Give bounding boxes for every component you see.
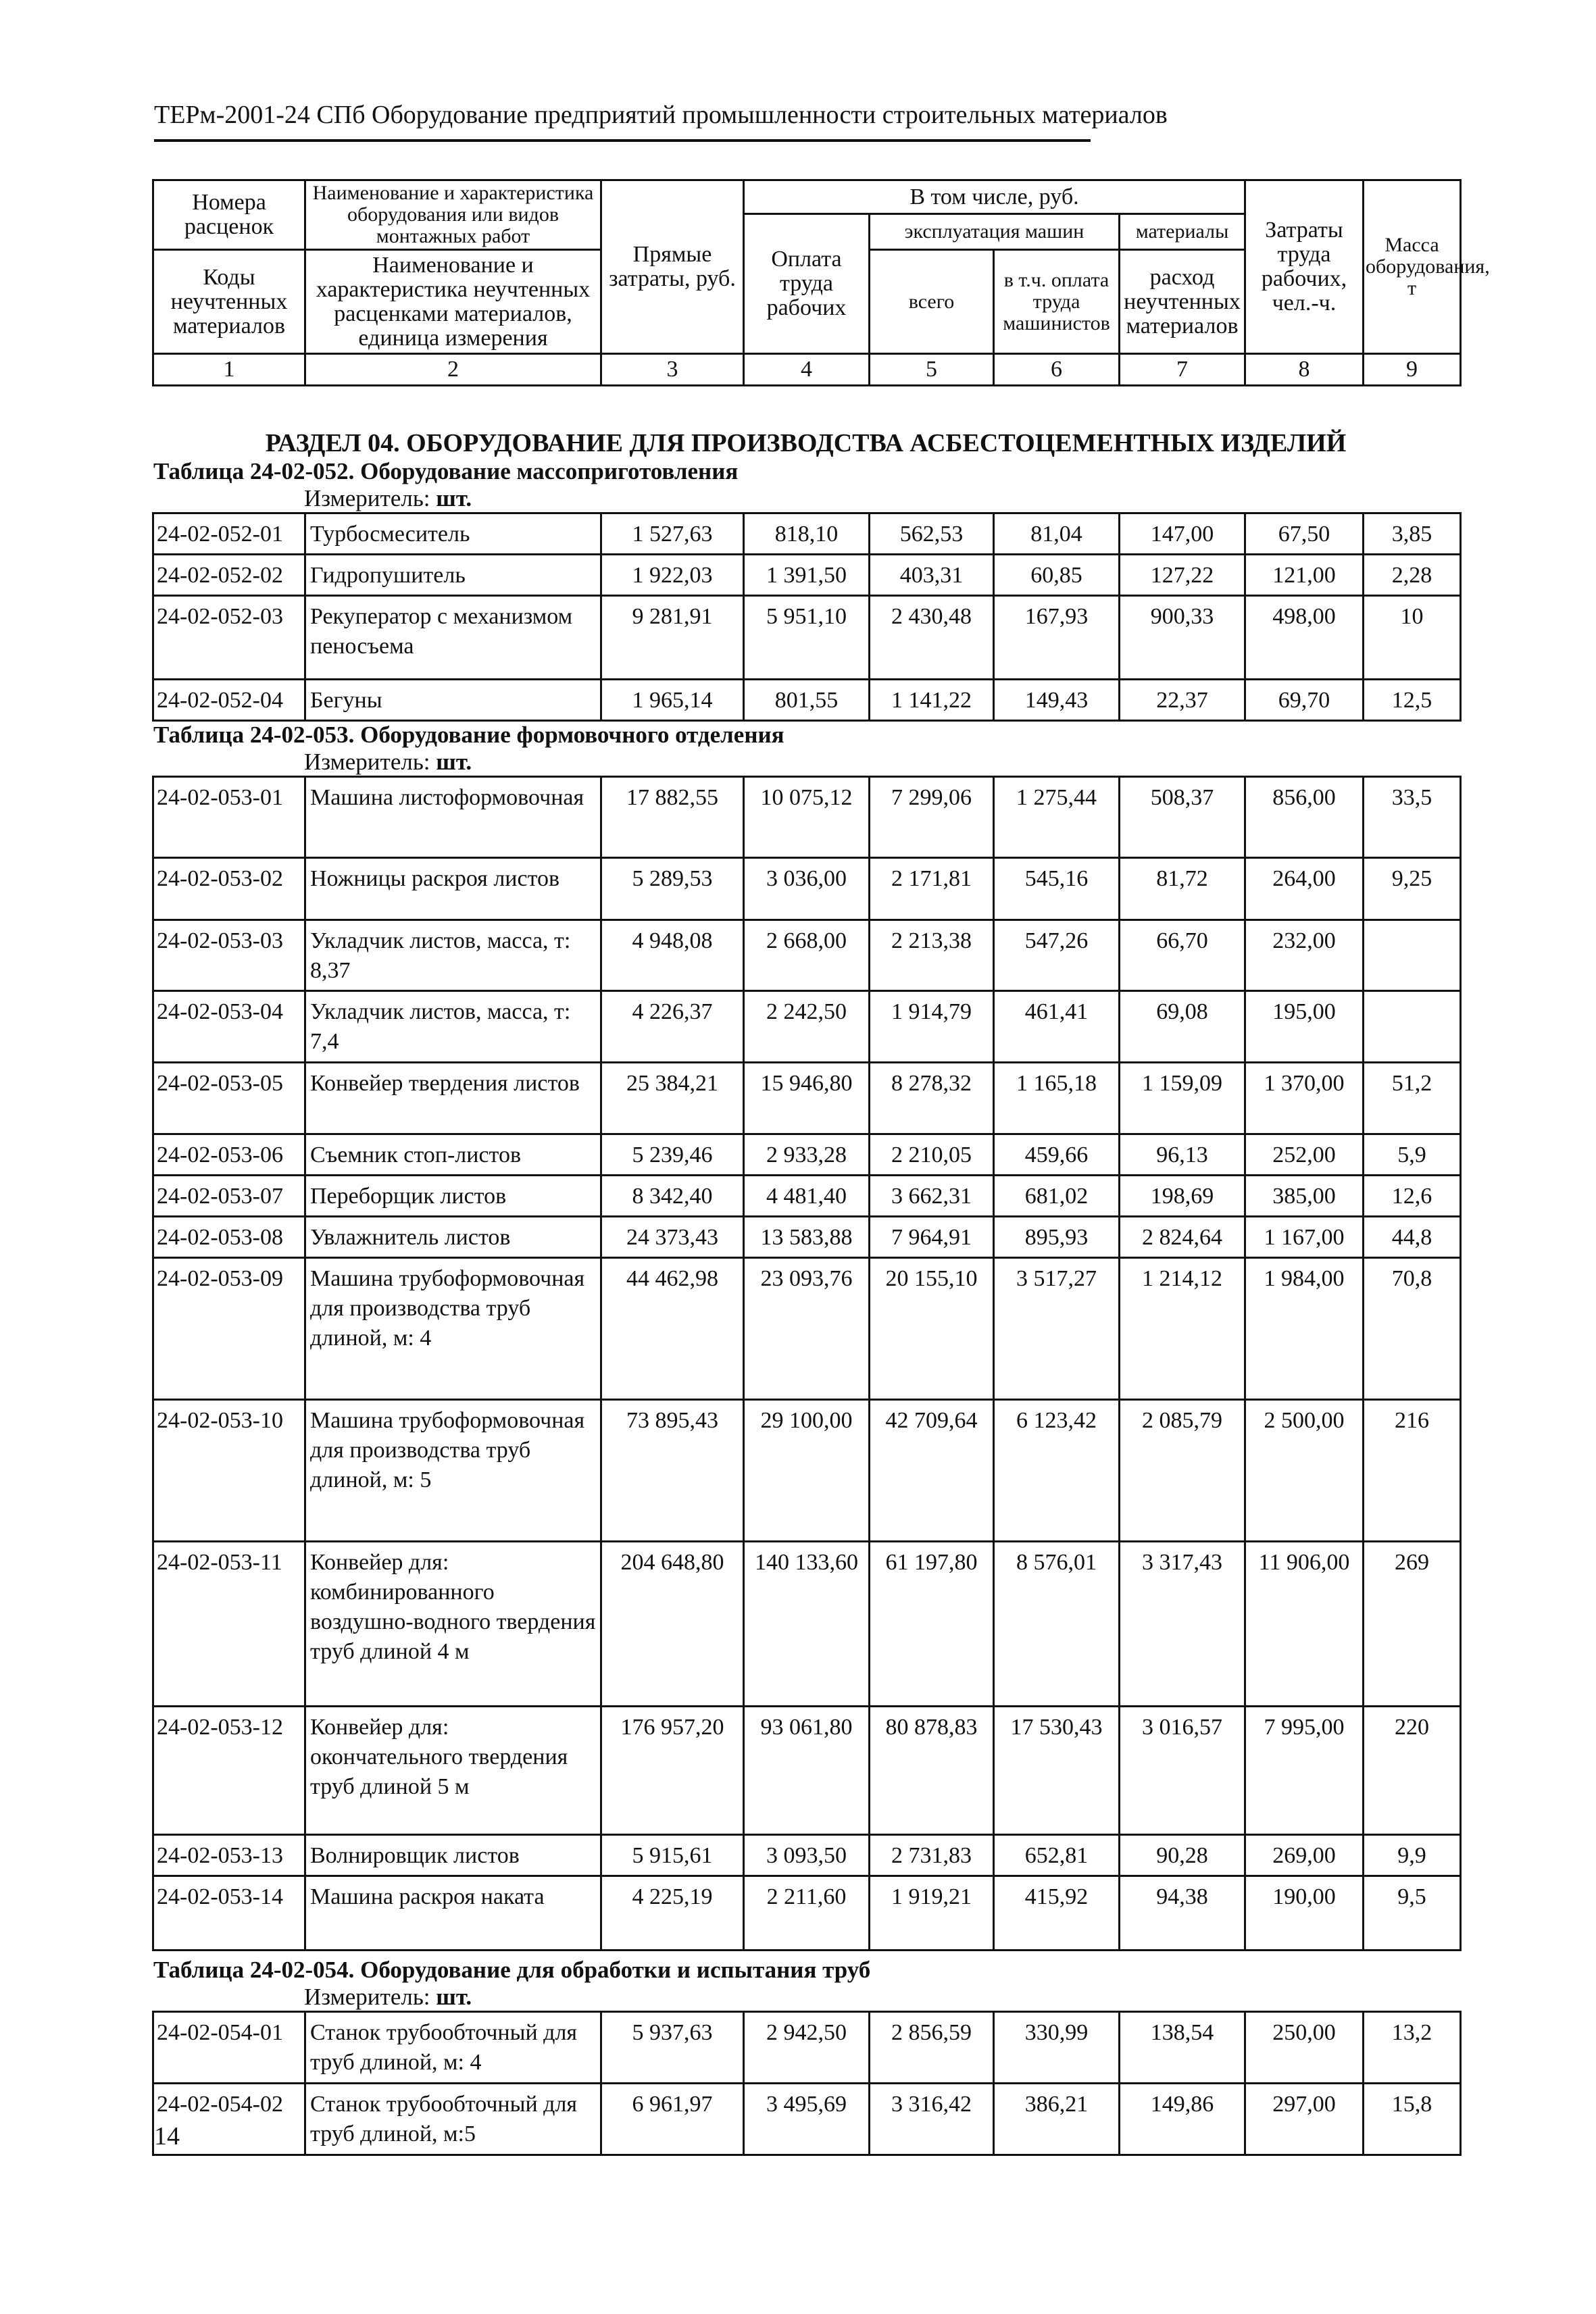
row-mass: 3,85 [1364, 513, 1461, 555]
row-direct-cost: 1 965,14 [601, 680, 744, 721]
table-row [153, 1400, 1461, 1542]
table-row [153, 1876, 1461, 1951]
row-direct-cost: 4 226,37 [601, 991, 744, 1063]
row-labor-cost: 801,55 [744, 680, 870, 721]
row-labor-cost: 4 481,40 [744, 1176, 870, 1217]
row-labor-cost: 23 093,76 [744, 1258, 870, 1400]
row-machine-cost: 2 731,83 [870, 1835, 994, 1876]
row-name: Станок трубообточный для труб длиной, м: 4 [305, 2012, 601, 2084]
row-mass: 33,5 [1364, 777, 1461, 858]
row-labor-hours: 250,00 [1245, 2012, 1364, 2084]
row-code: 24-02-052-04 [153, 680, 305, 721]
header-including: В том числе, руб. [744, 180, 1245, 214]
row-name: Увлажнитель листов [305, 1217, 601, 1258]
row-code: 24-02-053-02 [153, 858, 305, 920]
row-mass: 216 [1364, 1400, 1461, 1542]
row-machine-cost: 3 662,31 [870, 1176, 994, 1217]
row-labor-cost: 29 100,00 [744, 1400, 870, 1542]
measure-unit: шт. [436, 485, 472, 511]
row-materials-cost: 66,70 [1120, 920, 1245, 991]
row-machinist-cost: 60,85 [994, 555, 1120, 596]
measure-label: Измеритель: [304, 485, 430, 511]
row-labor-cost: 2 942,50 [744, 2012, 870, 2084]
row-labor-hours: 121,00 [1245, 555, 1364, 596]
table-row [153, 777, 1461, 858]
row-direct-cost: 176 957,20 [601, 1707, 744, 1835]
row-labor-hours: 252,00 [1245, 1134, 1364, 1176]
row-mass: 269 [1364, 1542, 1461, 1707]
row-materials-cost: 1 159,09 [1120, 1063, 1245, 1134]
row-direct-cost: 6 961,97 [601, 2084, 744, 2155]
header-number: 1 [153, 354, 305, 386]
header-col1-top: Номера расценок [153, 180, 305, 250]
row-code: 24-02-053-03 [153, 920, 305, 991]
row-machinist-cost: 17 530,43 [994, 1707, 1120, 1835]
row-machinist-cost: 167,93 [994, 596, 1120, 680]
table-row [153, 555, 1461, 596]
row-machinist-cost: 459,66 [994, 1134, 1120, 1176]
table-body [153, 513, 1461, 721]
row-machine-cost: 2 213,38 [870, 920, 994, 991]
row-machine-cost: 42 709,64 [870, 1400, 994, 1542]
header-rule [154, 139, 1091, 142]
row-mass: 220 [1364, 1707, 1461, 1835]
row-mass: 12,5 [1364, 680, 1461, 721]
row-mass: 12,6 [1364, 1176, 1461, 1217]
row-materials-cost: 94,38 [1120, 1876, 1245, 1951]
table-row [153, 1835, 1461, 1876]
row-name: Ножницы раскроя листов [305, 858, 601, 920]
row-name: Гидропушитель [305, 555, 601, 596]
measure-label: Измеритель: [304, 1984, 430, 2010]
row-code: 24-02-053-05 [153, 1063, 305, 1134]
row-direct-cost: 1 922,03 [601, 555, 744, 596]
measure-line-054 [304, 1984, 1460, 2011]
row-name: Машина трубоформовочная для производства труб длиной, м: 5 [305, 1400, 601, 1542]
row-materials-cost: 1 214,12 [1120, 1258, 1245, 1400]
row-labor-hours: 385,00 [1245, 1176, 1364, 1217]
row-name: Конвейер для: окончательного твердения труб длиной 5 м [305, 1707, 601, 1835]
table-row [153, 1063, 1461, 1134]
header-col7: расход неучтенных материалов [1120, 250, 1245, 354]
row-machine-cost: 1 914,79 [870, 991, 994, 1063]
row-labor-cost: 2 211,60 [744, 1876, 870, 1951]
document-header: ТЕРм-2001-24 СПб Оборудование предприятий промышленности строительных материалов [154, 101, 1168, 129]
row-direct-cost: 25 384,21 [601, 1063, 744, 1134]
row-materials-cost: 127,22 [1120, 555, 1245, 596]
row-machine-cost: 1 919,21 [870, 1876, 994, 1951]
row-mass: 5,9 [1364, 1134, 1461, 1176]
row-name: Конвейер для: комбинированного воздушно-водного твердения труб длиной 4 м [305, 1542, 601, 1707]
row-materials-cost: 2 824,64 [1120, 1217, 1245, 1258]
row-direct-cost: 5 915,61 [601, 1835, 744, 1876]
row-name: Бегуны [305, 680, 601, 721]
row-mass: 15,8 [1364, 2084, 1461, 2155]
table-body [153, 2012, 1461, 2155]
header-number: 3 [601, 354, 744, 386]
table-caption-054: Таблица 24-02-054. Оборудование для обработки и испытания труб [153, 1957, 871, 1983]
data-table-054 [152, 2011, 1462, 2156]
row-name: Машина раскроя наката [305, 1876, 601, 1951]
row-materials-cost: 69,08 [1120, 991, 1245, 1063]
header-col8: Затраты труда рабочих, чел.-ч. [1245, 180, 1364, 354]
row-machinist-cost: 1 275,44 [994, 777, 1120, 858]
table-body [153, 777, 1461, 1951]
header-number: 8 [1245, 354, 1364, 386]
row-direct-cost: 4 948,08 [601, 920, 744, 991]
row-materials-cost: 3 317,43 [1120, 1542, 1245, 1707]
row-code: 24-02-052-03 [153, 596, 305, 680]
row-machinist-cost: 8 576,01 [994, 1542, 1120, 1707]
row-mass: 44,8 [1364, 1217, 1461, 1258]
table-row [153, 1134, 1461, 1176]
row-mass [1364, 991, 1461, 1063]
table-row [153, 2084, 1461, 2155]
row-materials-cost: 96,13 [1120, 1134, 1245, 1176]
column-header-table [152, 179, 1490, 386]
row-code: 24-02-053-08 [153, 1217, 305, 1258]
row-code: 24-02-053-13 [153, 1835, 305, 1876]
row-direct-cost: 8 342,40 [601, 1176, 744, 1217]
row-name: Волнировщик листов [305, 1835, 601, 1876]
row-labor-hours: 856,00 [1245, 777, 1364, 858]
row-labor-cost: 13 583,88 [744, 1217, 870, 1258]
row-name: Переборщик листов [305, 1176, 601, 1217]
table-caption-053: Таблица 24-02-053. Оборудование формовочного отделения [153, 722, 784, 748]
row-machinist-cost: 6 123,42 [994, 1400, 1120, 1542]
row-labor-hours: 297,00 [1245, 2084, 1364, 2155]
header-col2-bottom: Наименование и характеристика неучтенных расценками материалов, единица измерения [305, 250, 601, 354]
row-labor-hours: 2 500,00 [1245, 1400, 1364, 1542]
header-number: 6 [994, 354, 1120, 386]
row-direct-cost: 204 648,80 [601, 1542, 744, 1707]
header-col5: всего [870, 250, 994, 354]
row-code: 24-02-053-11 [153, 1542, 305, 1707]
row-machinist-cost: 149,43 [994, 680, 1120, 721]
table-row [153, 1217, 1461, 1258]
header-number: 9 [1364, 354, 1461, 386]
row-mass: 9,25 [1364, 858, 1461, 920]
row-mass: 9,9 [1364, 1835, 1461, 1876]
row-machine-cost: 2 210,05 [870, 1134, 994, 1176]
row-machinist-cost: 545,16 [994, 858, 1120, 920]
measure-line-052 [304, 485, 1460, 512]
table-row [153, 1542, 1461, 1707]
row-materials-cost: 508,37 [1120, 777, 1245, 858]
header-materials: материалы [1120, 214, 1245, 250]
row-labor-hours: 1 370,00 [1245, 1063, 1364, 1134]
row-machinist-cost: 652,81 [994, 1835, 1120, 1876]
row-machinist-cost: 681,02 [994, 1176, 1120, 1217]
row-code: 24-02-053-14 [153, 1876, 305, 1951]
row-labor-hours: 69,70 [1245, 680, 1364, 721]
row-name: Укладчик листов, масса, т: 8,37 [305, 920, 601, 991]
header-number: 5 [870, 354, 994, 386]
row-code: 24-02-053-01 [153, 777, 305, 858]
row-machine-cost: 562,53 [870, 513, 994, 555]
table-caption-052: Таблица 24-02-052. Оборудование массоприготовления [153, 458, 739, 484]
row-machine-cost: 403,31 [870, 555, 994, 596]
row-code: 24-02-053-06 [153, 1134, 305, 1176]
data-table-053 [152, 776, 1462, 1951]
table-row [153, 680, 1461, 721]
row-materials-cost: 3 016,57 [1120, 1707, 1245, 1835]
row-direct-cost: 5 239,46 [601, 1134, 744, 1176]
row-labor-cost: 818,10 [744, 513, 870, 555]
row-code: 24-02-054-01 [153, 2012, 305, 2084]
table-row [153, 1258, 1461, 1400]
row-materials-cost: 138,54 [1120, 2012, 1245, 2084]
row-direct-cost: 5 937,63 [601, 2012, 744, 2084]
row-labor-hours: 269,00 [1245, 1835, 1364, 1876]
row-machinist-cost: 386,21 [994, 2084, 1120, 2155]
row-materials-cost: 198,69 [1120, 1176, 1245, 1217]
row-name: Конвейер твердения листов [305, 1063, 601, 1134]
row-mass: 13,2 [1364, 2012, 1461, 2084]
row-materials-cost: 900,33 [1120, 596, 1245, 680]
page-content [152, 179, 1490, 2156]
measure-unit: шт. [436, 1984, 472, 2010]
header-col2-top: Наименование и характеристика оборудования или видов монтажных работ [305, 180, 601, 250]
row-name: Машина трубоформовочная для производства труб длиной, м: 4 [305, 1258, 601, 1400]
row-code: 24-02-054-02 [153, 2084, 305, 2155]
header-col6: в т.ч. оплата труда машинистов [994, 250, 1120, 354]
data-table-052 [152, 512, 1462, 722]
section-title: РАЗДЕЛ 04. ОБОРУДОВАНИЕ ДЛЯ ПРОИЗВОДСТВА АСБЕСТОЦЕМЕНТНЫХ ИЗДЕЛИЙ [265, 429, 1347, 457]
row-direct-cost: 73 895,43 [601, 1400, 744, 1542]
table-row [153, 2012, 1461, 2084]
row-labor-cost: 5 951,10 [744, 596, 870, 680]
row-labor-cost: 140 133,60 [744, 1542, 870, 1707]
row-name: Съемник стоп-листов [305, 1134, 601, 1176]
row-machine-cost: 20 155,10 [870, 1258, 994, 1400]
table-row [153, 920, 1461, 991]
header-number: 7 [1120, 354, 1245, 386]
measure-label: Измеритель: [304, 749, 430, 775]
row-labor-hours: 67,50 [1245, 513, 1364, 555]
row-machine-cost: 2 856,59 [870, 2012, 994, 2084]
row-labor-hours: 195,00 [1245, 991, 1364, 1063]
row-machine-cost: 1 141,22 [870, 680, 994, 721]
header-col4: Оплата труда рабочих [744, 214, 870, 354]
header-col3: Прямые затраты, руб. [601, 180, 744, 354]
header-col1-bottom: Коды неучтенных материалов [153, 250, 305, 354]
row-code: 24-02-053-04 [153, 991, 305, 1063]
table-row [153, 991, 1461, 1063]
table-row [153, 596, 1461, 680]
row-labor-hours: 1 984,00 [1245, 1258, 1364, 1400]
row-labor-cost: 3 495,69 [744, 2084, 870, 2155]
header-number: 2 [305, 354, 601, 386]
row-direct-cost: 4 225,19 [601, 1876, 744, 1951]
row-machine-cost: 2 430,48 [870, 596, 994, 680]
row-name: Машина листоформовочная [305, 777, 601, 858]
row-labor-cost: 1 391,50 [744, 555, 870, 596]
row-name: Станок трубообточный для труб длиной, м:5 [305, 2084, 601, 2155]
row-machine-cost: 7 964,91 [870, 1217, 994, 1258]
row-machine-cost: 8 278,32 [870, 1063, 994, 1134]
row-direct-cost: 44 462,98 [601, 1258, 744, 1400]
table-row [153, 858, 1461, 920]
row-direct-cost: 5 289,53 [601, 858, 744, 920]
row-name: Турбосмеситель [305, 513, 601, 555]
row-direct-cost: 1 527,63 [601, 513, 744, 555]
row-code: 24-02-053-09 [153, 1258, 305, 1400]
row-labor-hours: 498,00 [1245, 596, 1364, 680]
row-labor-cost: 2 668,00 [744, 920, 870, 991]
row-machinist-cost: 547,26 [994, 920, 1120, 991]
row-materials-cost: 90,28 [1120, 1835, 1245, 1876]
header-machines: эксплуатация машин [870, 214, 1120, 250]
table-row [153, 1176, 1461, 1217]
row-code: 24-02-052-01 [153, 513, 305, 555]
row-labor-hours: 232,00 [1245, 920, 1364, 991]
row-labor-hours: 7 995,00 [1245, 1707, 1364, 1835]
table-row [153, 1707, 1461, 1835]
row-machinist-cost: 330,99 [994, 2012, 1120, 2084]
row-labor-cost: 2 933,28 [744, 1134, 870, 1176]
row-machine-cost: 7 299,06 [870, 777, 994, 858]
page-number: 14 [154, 2122, 180, 2150]
row-mass: 9,5 [1364, 1876, 1461, 1951]
row-labor-cost: 10 075,12 [744, 777, 870, 858]
row-labor-cost: 93 061,80 [744, 1707, 870, 1835]
row-labor-cost: 3 093,50 [744, 1835, 870, 1876]
row-name: Укладчик листов, масса, т: 7,4 [305, 991, 601, 1063]
row-mass: 10 [1364, 596, 1461, 680]
row-machinist-cost: 1 165,18 [994, 1063, 1120, 1134]
row-materials-cost: 22,37 [1120, 680, 1245, 721]
row-materials-cost: 149,86 [1120, 2084, 1245, 2155]
measure-unit: шт. [436, 749, 472, 775]
measure-line-053 [304, 749, 1460, 776]
row-labor-hours: 11 906,00 [1245, 1542, 1364, 1707]
row-code: 24-02-052-02 [153, 555, 305, 596]
row-materials-cost: 81,72 [1120, 858, 1245, 920]
row-mass [1364, 920, 1461, 991]
row-machinist-cost: 461,41 [994, 991, 1120, 1063]
row-labor-cost: 2 242,50 [744, 991, 870, 1063]
row-mass: 70,8 [1364, 1258, 1461, 1400]
row-code: 24-02-053-12 [153, 1707, 305, 1835]
row-code: 24-02-053-07 [153, 1176, 305, 1217]
row-materials-cost: 2 085,79 [1120, 1400, 1245, 1542]
row-machinist-cost: 415,92 [994, 1876, 1120, 1951]
row-mass: 51,2 [1364, 1063, 1461, 1134]
row-labor-hours: 264,00 [1245, 858, 1364, 920]
row-direct-cost: 24 373,43 [601, 1217, 744, 1258]
header-col9: Масса оборудования, т [1364, 180, 1461, 354]
row-machine-cost: 3 316,42 [870, 2084, 994, 2155]
row-machinist-cost: 895,93 [994, 1217, 1120, 1258]
row-labor-cost: 3 036,00 [744, 858, 870, 920]
row-machinist-cost: 81,04 [994, 513, 1120, 555]
row-machine-cost: 80 878,83 [870, 1707, 994, 1835]
row-name: Рекуператор с механизмом пеносъема [305, 596, 601, 680]
row-labor-hours: 190,00 [1245, 1876, 1364, 1951]
row-labor-cost: 15 946,80 [744, 1063, 870, 1134]
row-direct-cost: 9 281,91 [601, 596, 744, 680]
row-machinist-cost: 3 517,27 [994, 1258, 1120, 1400]
row-direct-cost: 17 882,55 [601, 777, 744, 858]
row-machine-cost: 61 197,80 [870, 1542, 994, 1707]
row-machine-cost: 2 171,81 [870, 858, 994, 920]
row-code: 24-02-053-10 [153, 1400, 305, 1542]
row-materials-cost: 147,00 [1120, 513, 1245, 555]
table-row [153, 513, 1461, 555]
row-mass: 2,28 [1364, 555, 1461, 596]
row-labor-hours: 1 167,00 [1245, 1217, 1364, 1258]
header-number: 4 [744, 354, 870, 386]
